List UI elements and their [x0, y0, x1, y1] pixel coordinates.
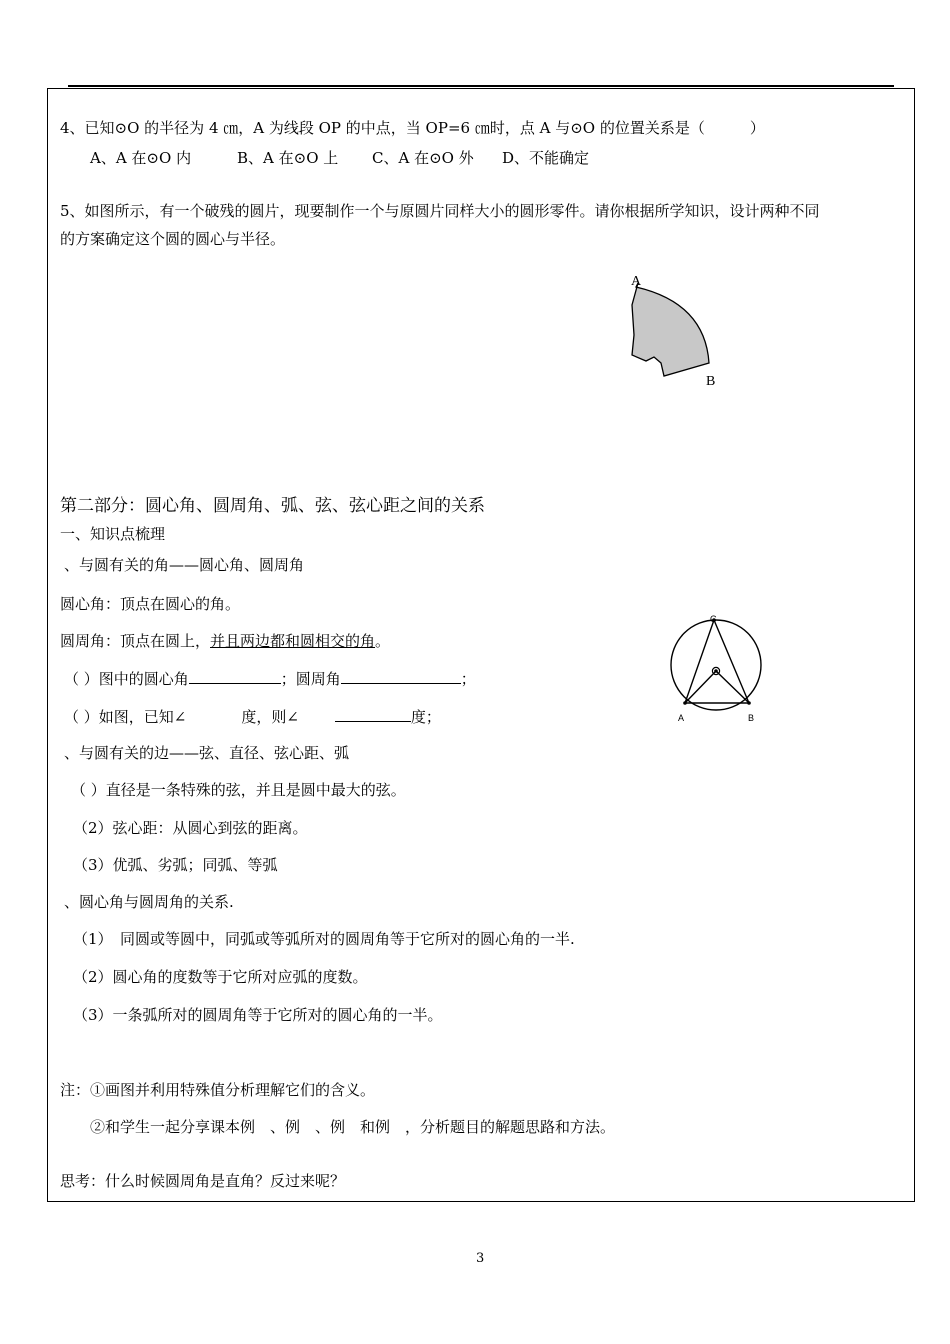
q-degree-text-b: 度，则∠	[241, 708, 299, 726]
part2-title: 第二部分：圆心角、圆周角、弧、弦、弦心距之间的关系	[60, 496, 485, 516]
q-degree-text-c: 度；	[410, 708, 441, 726]
q5-line2: 的方案确定这个圆的圆心与半径。	[60, 230, 286, 248]
note-1: 注：①画图并利用特殊值分析理解它们的含义。	[60, 1081, 376, 1099]
q-central-text-a: （ ）图中的圆心角	[64, 670, 189, 688]
q4-option-a: A、A 在⊙O 内	[90, 149, 192, 167]
inscribed-def-part-a: 圆周角：顶点在圆上，	[60, 632, 211, 650]
question-degree	[64, 707, 441, 726]
sub-heading-relation: 、圆心角与圆周角的关系.	[64, 893, 234, 911]
q5-line1: 5、如图所示，有一个破残的圆片，现要制作一个与原圆片同样大小的圆形零件。请你根据所学知识，设计两种不同	[60, 202, 820, 220]
central-angle-blank[interactable]	[189, 669, 281, 684]
inscribed-angle-blank[interactable]	[341, 669, 461, 684]
central-angle-definition: 圆心角：顶点在圆心的角。	[60, 595, 241, 613]
q4-option-d: D、不能确定	[502, 149, 590, 167]
q4-option-c: C、A 在⊙O 外	[372, 149, 474, 167]
header-rule	[68, 85, 894, 87]
label-b: B	[748, 713, 755, 723]
point-b	[747, 701, 751, 705]
disc-label-a: A	[631, 274, 642, 289]
edge-item-1: （ ）直径是一条特殊的弦，并且是圆中最大的弦。	[71, 781, 406, 799]
note-2: ②和学生一起分享课本例 、例 、例 和例 ，分析题目的解题思路和方法。	[90, 1118, 616, 1136]
inscribed-angle-definition	[60, 632, 390, 650]
inscribed-triangle-figure	[665, 610, 775, 728]
degree-answer-blank[interactable]	[335, 707, 411, 722]
relation-item-3: （3）一条弧所对的圆周角等于它所对的圆心角的一半。	[73, 1006, 443, 1024]
inscribed-def-underlined: 并且两边都和圆相交的角	[210, 632, 376, 650]
radius-ob	[716, 671, 749, 703]
disc-label-b: B	[706, 374, 716, 389]
edge-item-2: （2）弦心距：从圆心到弦的距离。	[73, 819, 308, 837]
point-a	[683, 701, 687, 705]
page-number: 3	[476, 1251, 485, 1266]
sub-heading-angles: 、与圆有关的角——圆心角、圆周角	[64, 556, 305, 574]
q4-stem: 4、已知⊙O 的半径为 4 ㎝，A 为线段 OP 的中点，当 OP=6 ㎝时，点 A 与⊙O 的位置关系是（ ）	[60, 119, 765, 137]
label-c: C	[710, 614, 717, 624]
label-a: A	[678, 713, 685, 723]
center-point-dot	[714, 669, 718, 673]
question-central-angle	[64, 669, 476, 688]
q-central-text-c: ；	[460, 670, 476, 688]
radius-oa	[685, 671, 716, 703]
sub-heading-edges: 、与圆有关的边——弦、直径、弦心距、弧	[64, 744, 350, 762]
circle-outline	[671, 620, 761, 710]
triangle-abc	[685, 620, 749, 703]
q-central-text-b: ；圆周角	[280, 670, 341, 688]
relation-item-1: （1） 同圆或等圆中，同弧或等弧所对的圆周角等于它所对的圆心角的一半.	[73, 930, 575, 948]
edge-item-3: （3）优弧、劣弧；同弧、等弧	[73, 856, 278, 874]
section-1-heading: 一、知识点梳理	[60, 525, 166, 543]
think-question: 思考：什么时候圆周角是直角？反过来呢？	[60, 1172, 346, 1190]
q-degree-text-a: （ ）如图，已知∠	[64, 708, 187, 726]
inscribed-def-part-c: 。	[375, 632, 391, 650]
relation-item-2: （2）圆心角的度数等于它所对应弧的度数。	[73, 968, 368, 986]
broken-disc-shape	[632, 283, 709, 376]
q4-option-b: B、A 在⊙O 上	[237, 149, 339, 167]
broken-disc-figure	[620, 265, 730, 395]
